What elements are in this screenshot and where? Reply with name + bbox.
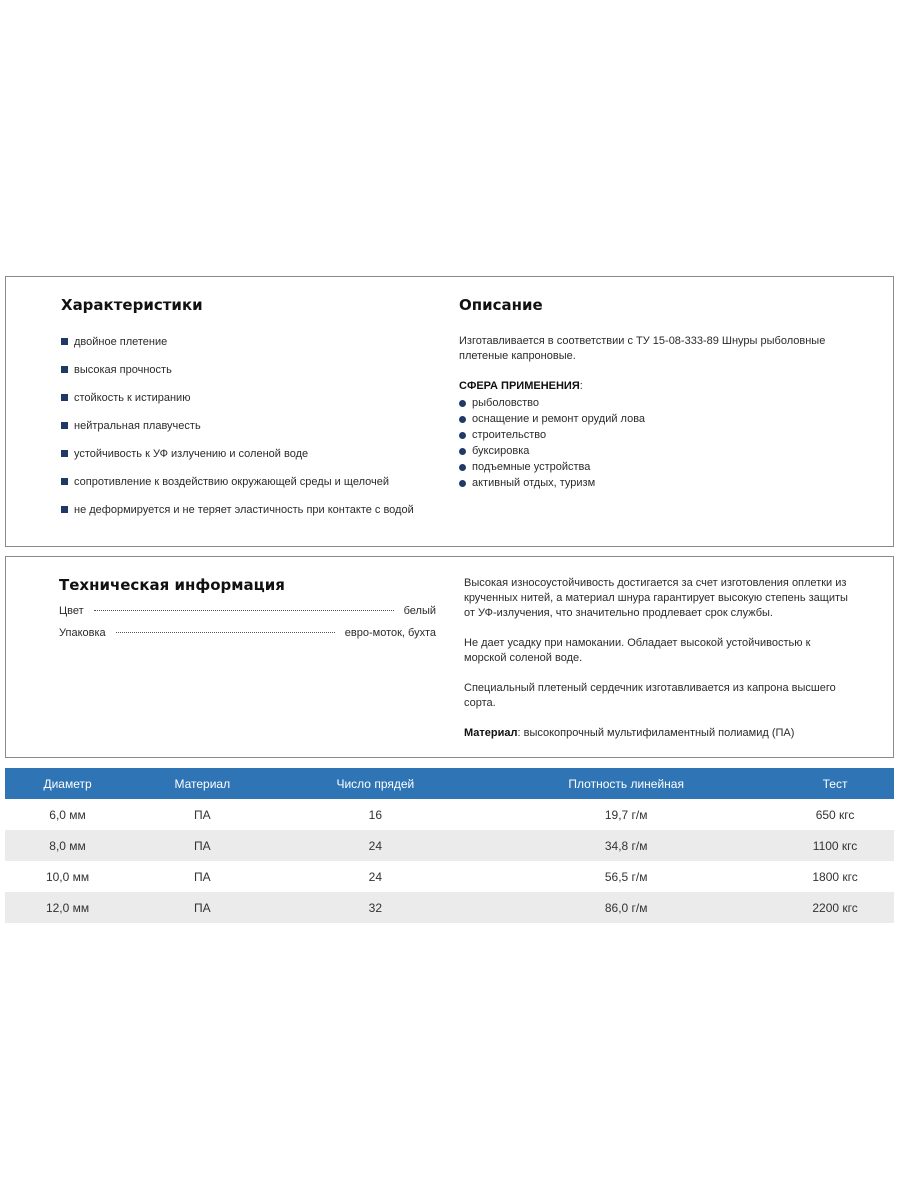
scope-title: СФЕРА ПРИМЕНЕНИЯ [459,380,580,392]
header-test: Тест [776,768,894,799]
tech-info-title: Техническая информация [59,576,285,594]
list-item-text: устойчивость к УФ излучению и соленой воде [74,448,309,460]
list-item-text: сопротивление к воздействию окружающей среды и щелочей [74,476,389,488]
table-cell: 1100 кгс [776,830,894,861]
header-diameter: Диаметр [5,768,130,799]
square-bullet-icon [61,338,68,345]
table-row [5,892,894,923]
description-text: Изготавливается в соответствии с ТУ 15-08-333-89 Шнуры рыболовные плетеные капроновые. [459,335,826,362]
list-item [459,475,859,491]
table-cell: 1800 кгс [776,861,894,892]
info-paragraph: Специальный плетеный сердечник изготавливается из капрона высшего сорта. [464,682,836,709]
table-cell: 8,0 мм [5,830,130,861]
list-item-text: буксировка [472,445,530,457]
table-cell: 24 [274,861,476,892]
characteristics-panel [5,276,894,547]
table-cell: 34,8 г/м [476,830,776,861]
table-header-row [5,768,894,799]
dot-bullet-icon [459,480,466,487]
tech-row-value: белый [403,605,436,617]
description-title: Описание [459,296,543,314]
tech-row-packaging [59,626,436,641]
header-material: Материал [130,768,274,799]
list-item [459,411,859,427]
scope-heading [459,379,859,394]
table-cell: 24 [274,830,476,861]
list-item [459,427,859,443]
table-cell: ПА [130,799,274,830]
table-cell: 650 кгс [776,799,894,830]
list-item [61,363,441,391]
square-bullet-icon [61,450,68,457]
square-bullet-icon [61,478,68,485]
list-item-text: активный отдых, туризм [472,477,596,489]
dotted-leader [94,610,394,611]
list-item-text: высокая прочность [74,364,172,376]
table-cell: 2200 кгс [776,892,894,923]
list-item [61,335,441,363]
table-cell: 32 [274,892,476,923]
table-cell: 10,0 мм [5,861,130,892]
info-paragraph: Высокая износоустойчивость достигается за счет изготовления оплетки из крученных нитей, а материал шнура гарантирует высокую степень защиты от УФ-излучения, что значительно продлевает срок службы. [464,577,848,619]
table-cell: 19,7 г/м [476,799,776,830]
characteristics-title: Характеристики [61,296,203,314]
square-bullet-icon [61,366,68,373]
table-row [5,830,894,861]
dot-bullet-icon [459,464,466,471]
list-item [61,447,441,475]
material-line [464,726,849,741]
tech-row-value: евро-моток, бухта [344,627,436,639]
dot-bullet-icon [459,416,466,423]
characteristics-list [61,335,441,531]
square-bullet-icon [61,506,68,513]
tech-info-column [59,576,436,648]
header-density: Плотность линейная [476,768,776,799]
material-label: Материал [464,727,518,739]
list-item-text: не деформируется и не теряет эластичность при контакте с водой [74,504,414,516]
table-cell: ПА [130,830,274,861]
list-item [61,503,441,531]
scope-list [459,395,859,491]
list-item-text: стойкость к истиранию [74,392,191,404]
table-cell: ПА [130,861,274,892]
list-item [61,475,441,503]
dot-bullet-icon [459,432,466,439]
tech-row-label: Цвет [59,605,84,617]
table-cell: 86,0 г/м [476,892,776,923]
list-item-text: подъемные устройства [472,461,591,473]
table-row [5,861,894,892]
table-cell: 6,0 мм [5,799,130,830]
characteristics-column [61,296,441,531]
table-cell: 56,5 г/м [476,861,776,892]
material-value: : высокопрочный мультифиламентный полиамид (ПА) [517,727,795,739]
tech-row-color [59,604,436,619]
list-item [459,395,859,411]
dotted-leader [116,632,335,633]
tech-info-panel [5,556,894,758]
square-bullet-icon [61,422,68,429]
list-item-text: строительство [472,429,547,441]
header-strands: Число прядей [274,768,476,799]
dot-bullet-icon [459,400,466,407]
list-item-text: двойное плетение [74,336,168,348]
tech-row-label: Упаковка [59,627,106,639]
dot-bullet-icon [459,448,466,455]
table-cell: 16 [274,799,476,830]
square-bullet-icon [61,394,68,401]
list-item-text: оснащение и ремонт орудий лова [472,413,646,425]
description-column [459,296,859,491]
info-column [464,576,849,741]
list-item [61,419,441,447]
list-item-text: рыболовство [472,397,539,409]
list-item [459,459,859,475]
list-item [61,391,441,419]
table-cell: ПА [130,892,274,923]
table-cell: 12,0 мм [5,892,130,923]
table-row [5,799,894,830]
list-item-text: нейтральная плавучесть [74,420,201,432]
spec-table [5,768,894,923]
scope-colon: : [579,380,583,392]
list-item [459,443,859,459]
info-paragraph: Не дает усадку при намокании. Обладает высокой устойчивостью к морской соленой воде. [464,637,811,664]
